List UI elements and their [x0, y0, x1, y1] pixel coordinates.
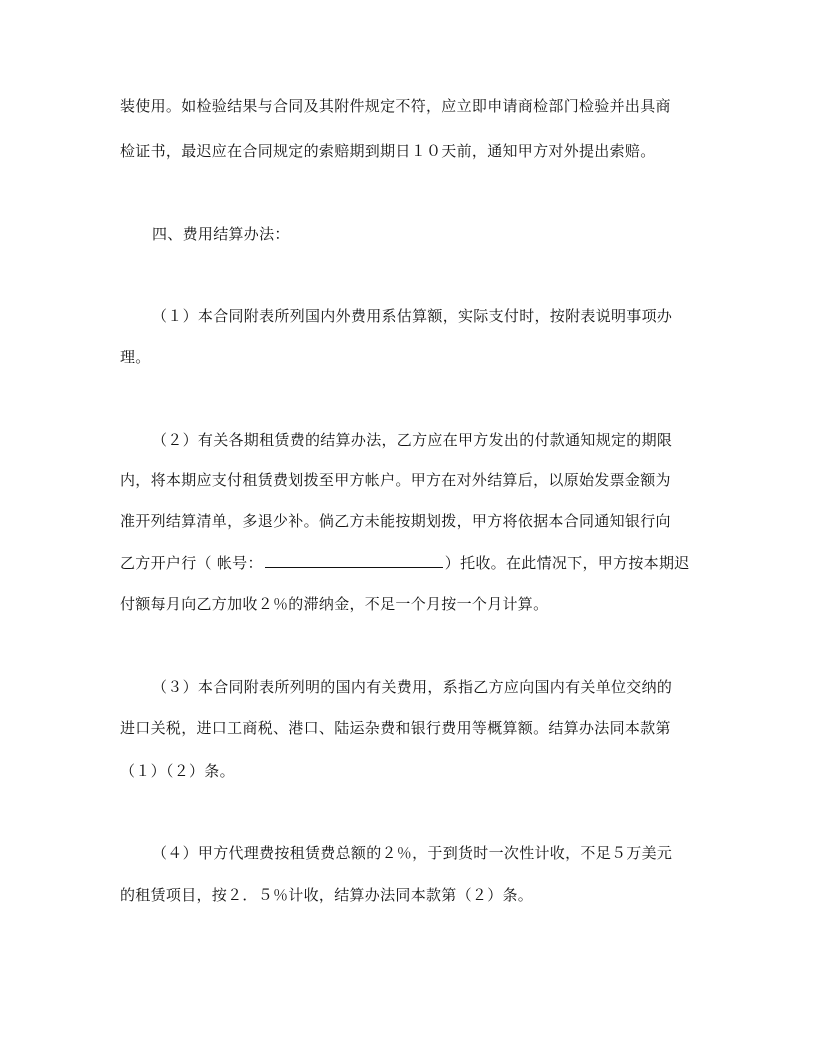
clause-2-line: （２）有关各期租赁费的结算办法，乙方应在甲方发出的付款通知规定的期限: [152, 431, 673, 449]
clause-3-line: 进口关税，进口工商税、港口、陆运杂费和银行费用等概算额。结算办法同本款第: [120, 719, 671, 737]
paragraph-line: 检证书，最迟应在合同规定的索赔期到期日１０天前，通知甲方对外提出索赔。: [120, 142, 656, 160]
clause-2-line: [120, 552, 690, 573]
section-heading: 四、费用结算办法：: [152, 225, 290, 243]
clause-3-line: （１）（２）条。: [120, 762, 235, 780]
clause-2-line: 付额每月向乙方加收２％的滞纳金，不足一个月按一个月计算。: [120, 595, 549, 613]
clause-3-line: （３）本合同附表所列明的国内有关费用，系指乙方应向国内有关单位交纳的: [152, 678, 673, 696]
account-number-blank: [265, 552, 443, 568]
clause-2-text: ）托收。在此情况下，甲方按本期迟: [444, 554, 690, 572]
clause-2-text: 乙方开户行（ 帐号：: [120, 554, 263, 572]
clause-2-line: 内，将本期应支付租赁费划拨至甲方帐户。甲方在对外结算后，以原始发票金额为: [120, 471, 671, 489]
clause-4-line: 的租赁项目，按２．５％计收，结算办法同本款第（２）条。: [120, 886, 534, 904]
clause-1-line: 理。: [120, 348, 151, 366]
clause-2-line: 准开列结算清单，多退少补。倘乙方未能按期划拨，甲方将依据本合同通知银行向: [120, 512, 671, 530]
clause-4-line: （４）甲方代理费按租赁费总额的２％，于到货时一次性计收，不足５万美元: [152, 844, 673, 862]
clause-1-line: （１）本合同附表所列国内外费用系估算额，实际支付时，按附表说明事项办: [152, 307, 673, 325]
paragraph-line: 装使用。如检验结果与合同及其附件规定不符，应立即申请商检部门检验并出具商: [120, 97, 671, 115]
